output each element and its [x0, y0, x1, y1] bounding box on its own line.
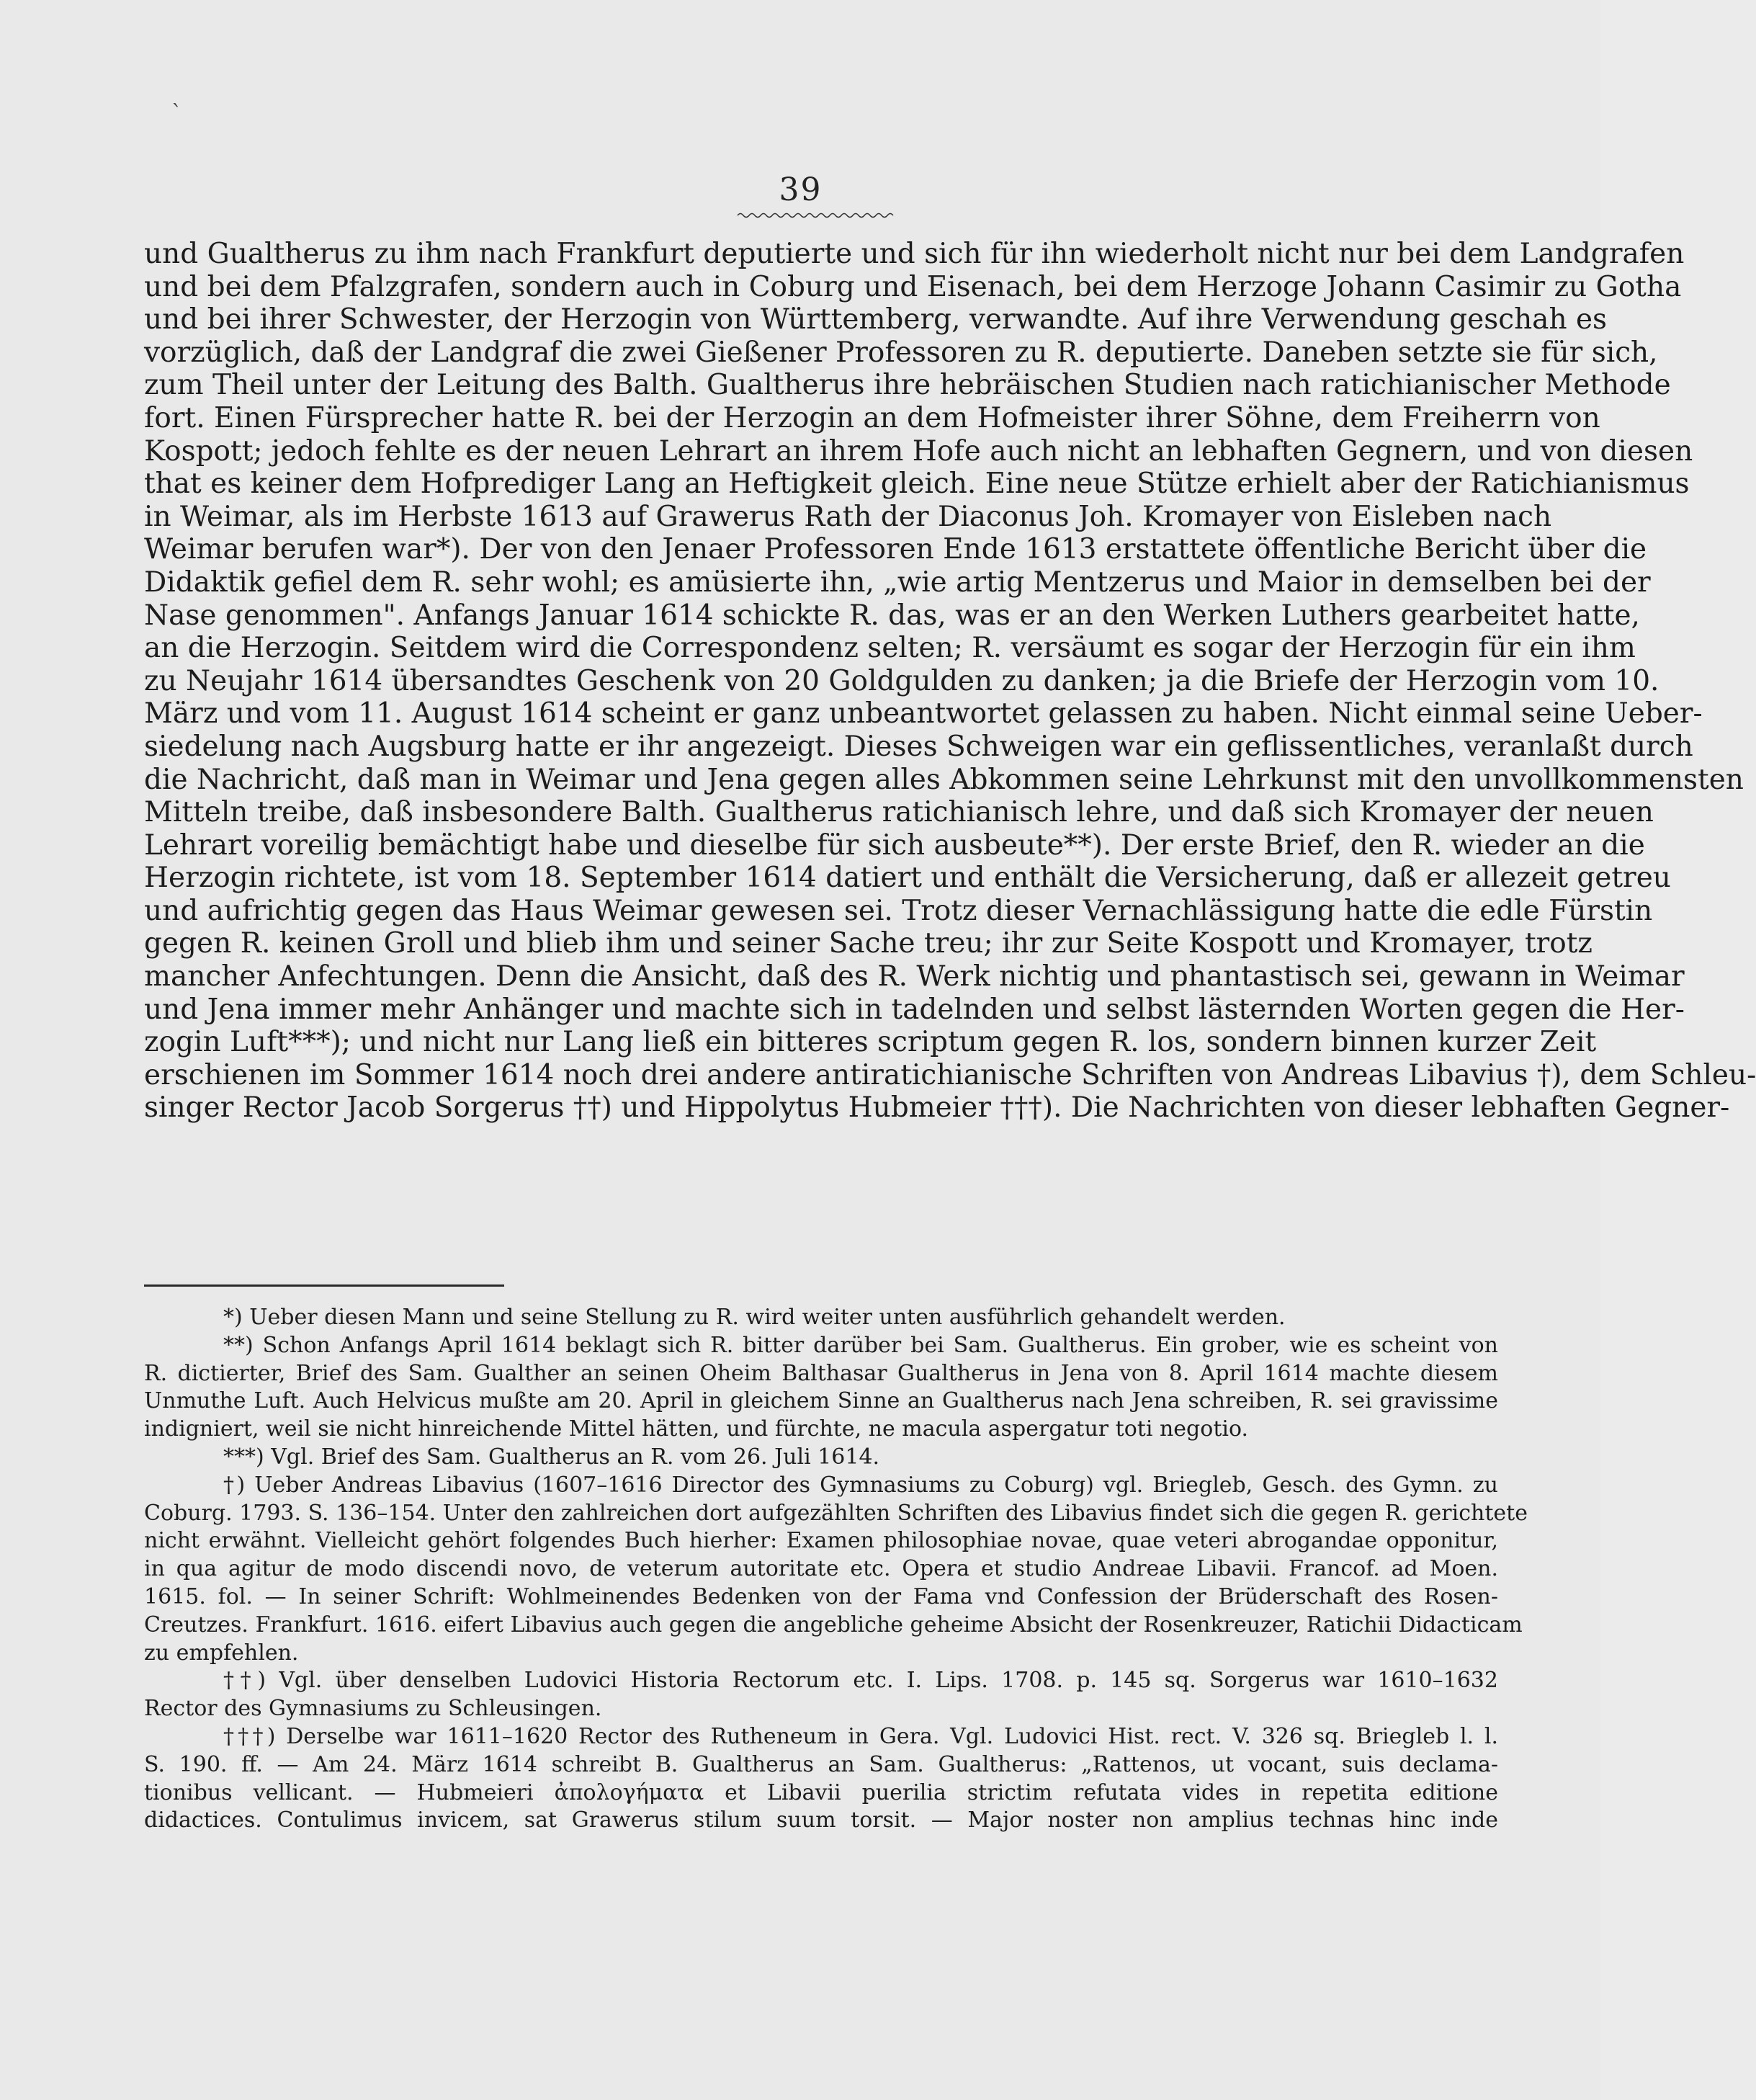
footnote-line: tionibus vellicant. — Hubmeieri ἀπολογήματα et Libavii puerilia strictim refutata vides in repetita editione	[144, 1779, 1498, 1805]
text-line: vorzüglich, daß der Landgraf die zwei Gießener Professoren zu R. deputierte. Daneben setzte sie für sich,	[144, 336, 1658, 369]
text-line: und aufrichtig gegen das Haus Weimar gewesen sei. Trotz dieser Vernachlässigung hatte die edle Fürstin	[144, 894, 1653, 927]
text-line: Nase genommen". Anfangs Januar 1614 schickte R. das, was er an den Werken Luthers gearbeitet hatte,	[144, 599, 1640, 632]
footnote-line: †††) Derselbe war 1611–1620 Rector des Rutheneum in Gera. Vgl. Ludovici Hist. rect. V. 326 sq. Briegleb l. l.	[223, 1723, 1498, 1749]
footnote-line: ***) Vgl. Brief des Sam. Gualtherus an R. vom 26. Juli 1614.	[223, 1444, 880, 1470]
footnote-line: Rector des Gymnasiums zu Schleusingen.	[144, 1696, 602, 1722]
text-line: that es keiner dem Hofprediger Lang an Heftigkeit gleich. Eine neue Stütze erhielt aber der Ratichianismus	[144, 468, 1690, 501]
footnote-line: didactices. Contulimus invicem, sat Grawerus stilum suum torsit. — Major noster non amplius technas hinc inde	[144, 1808, 1498, 1833]
footnote-line: Unmuthe Luft. Auch Helvicus mußte am 20. April in gleichem Sinne an Gualtherus nach Jena schreiben, R. sei gravissime	[144, 1388, 1498, 1414]
text-line: an die Herzogin. Seitdem wird die Correspondenz selten; R. versäumt es sogar der Herzogin für ein ihm	[144, 632, 1636, 665]
footnotes	[144, 1304, 1528, 1835]
footnote-line: 1615. fol. — In seiner Schrift: Wohlmeinendes Bedenken von der Fama vnd Confession der Brüderschaft des Rosen-	[144, 1583, 1498, 1609]
text-line: Herzogin richtete, ist vom 18. September 1614 datiert und enthält die Versicherung, daß er allezeit getreu	[144, 862, 1671, 895]
text-line: Weimar berufen war*). Der von den Jenaer Professoren Ende 1613 erstattete öffentliche Bericht über die	[144, 533, 1647, 566]
text-line: und bei dem Pfalzgrafen, sondern auch in Coburg und Eisenach, bei dem Herzoge Johann Casimir zu Gotha	[144, 270, 1682, 303]
text-line: zum Theil unter der Leitung des Balth. Gualtherus ihre hebräischen Studien nach ratichianischer Methode	[144, 369, 1671, 402]
text-line: und Gualtherus zu ihm nach Frankfurt deputierte und sich für ihn wiederholt nicht nur bei dem Landgrafen	[144, 238, 1685, 270]
text-line: Lehrart voreilig bemächtigt habe und dieselbe für sich ausbeute**). Der erste Brief, den R. wieder an die	[144, 828, 1645, 862]
wavy-ornament	[738, 212, 893, 219]
text-line: Didaktik gefiel dem R. sehr wohl; es amüsierte ihn, „wie artig Mentzerus und Maior in demselben bei der	[144, 566, 1651, 599]
footnote-line: Coburg. 1793. S. 136–154. Unter den zahlreichen dort aufgezählten Schriften des Libavius findet sich die gegen R. gerichtete	[144, 1500, 1528, 1526]
text-line: die Nachricht, daß man in Weimar und Jena gegen alles Abkommen seine Lehrkunst mit den unvollkommensten	[144, 763, 1744, 796]
page-number: 39	[779, 171, 823, 208]
text-line: Mitteln treibe, daß insbesondere Balth. Gualtherus ratichianisch lehre, und daß sich Kromayer der neuen	[144, 796, 1654, 829]
footnote-line: indigniert, weil sie nicht hinreichende Mittel hätten, und fürchte, ne macula aspergatur toti negotio.	[144, 1416, 1249, 1442]
text-line: singer Rector Jacob Sorgerus ††) und Hippolytus Hubmeier †††). Die Nachrichten von dieser lebhaften Gegner-	[144, 1091, 1730, 1125]
footnote-line: S. 190. ff. — Am 24. März 1614 schreibt B. Gualtherus an Sam. Gualtherus: „Rattenos, ut vocant, suis declama-	[144, 1751, 1498, 1777]
text-line: zogin Luft***); und nicht nur Lang ließ ein bitteres scriptum gegen R. los, sondern binnen kurzer Zeit	[144, 1026, 1597, 1059]
main-text	[144, 238, 1756, 1125]
footnote-line: R. dictierter, Brief des Sam. Gualther an seinen Oheim Balthasar Gualtherus in Jena von 8. April 1614 machte diesem	[144, 1360, 1498, 1386]
text-line: mancher Anfechtungen. Denn die Ansicht, daß des R. Werk nichtig und phantastisch sei, gewann in Weimar	[144, 960, 1685, 993]
footnote-line: nicht erwähnt. Vielleicht gehört folgendes Buch hierher: Examen philosophiae novae, quae veteri abrogandae opponitur,	[144, 1528, 1498, 1554]
text-line: und Jena immer mehr Anhänger und machte sich in tadelnden und selbst lästernden Worten gegen die Her-	[144, 993, 1685, 1026]
text-line: erschienen im Sommer 1614 noch drei andere antiratichianische Schriften von Andreas Libavius †), dem Schleu-	[144, 1058, 1756, 1091]
footnote-line: *) Ueber diesen Mann und seine Stellung zu R. wird weiter unten ausführlich gehandelt werden.	[223, 1305, 1286, 1330]
text-line: gegen R. keinen Groll und blieb ihm und seiner Sache treu; ihr zur Seite Kospott und Kromayer, trotz	[144, 927, 1593, 960]
footnote-line: in qua agitur de modo discendi novo, de veterum autoritate etc. Opera et studio Andreae Libavii. Francof. ad Moen.	[144, 1556, 1498, 1582]
footnote-separator	[144, 1284, 504, 1287]
text-line: und bei ihrer Schwester, der Herzogin von Württemberg, verwandte. Auf ihre Verwendung geschah es	[144, 303, 1608, 336]
footnote-line: zu empfehlen.	[144, 1640, 299, 1666]
footnote-line: †) Ueber Andreas Libavius (1607–1616 Director des Gymnasiums zu Coburg) vgl. Briegleb, Gesch. des Gymn. zu	[223, 1472, 1498, 1498]
footnote-line: Creutzes. Frankfurt. 1616. eifert Libavius auch gegen die angebliche geheime Absicht der Rosenkreuzer, Ratichii Didacticam	[144, 1612, 1523, 1637]
text-line: Kospott; jedoch fehlte es der neuen Lehrart an ihrem Hofe auch nicht an lebhaften Gegnern, und von diesen	[144, 434, 1693, 468]
text-line: siedelung nach Augsburg hatte er ihr angezeigt. Dieses Schweigen war ein geflissentliches, veranlaßt durch	[144, 730, 1693, 763]
text-line: zu Neujahr 1614 übersandtes Geschenk von 20 Goldgulden zu danken; ja die Briefe der Herzogin vom 10.	[144, 664, 1659, 697]
footnote-line: **) Schon Anfangs April 1614 beklagt sich R. bitter darüber bei Sam. Gualtherus. Ein grober, wie es scheint von	[223, 1332, 1498, 1358]
text-line: in Weimar, als im Herbste 1613 auf Grawerus Rath der Diaconus Joh. Kromayer von Eisleben nach	[144, 500, 1552, 533]
margin-tick-mark: ˋ	[171, 101, 182, 126]
text-line: März und vom 11. August 1614 scheint er ganz unbeantwortet gelassen zu haben. Nicht einmal seine Ueber-	[144, 697, 1703, 730]
footnote-line: ††) Vgl. über denselben Ludovici Historia Rectorum etc. I. Lips. 1708. p. 145 sq. Sorgerus war 1610–1632	[223, 1668, 1498, 1694]
text-line: fort. Einen Fürsprecher hatte R. bei der Herzogin an dem Hofmeister ihrer Söhne, dem Freiherrn von	[144, 401, 1600, 434]
